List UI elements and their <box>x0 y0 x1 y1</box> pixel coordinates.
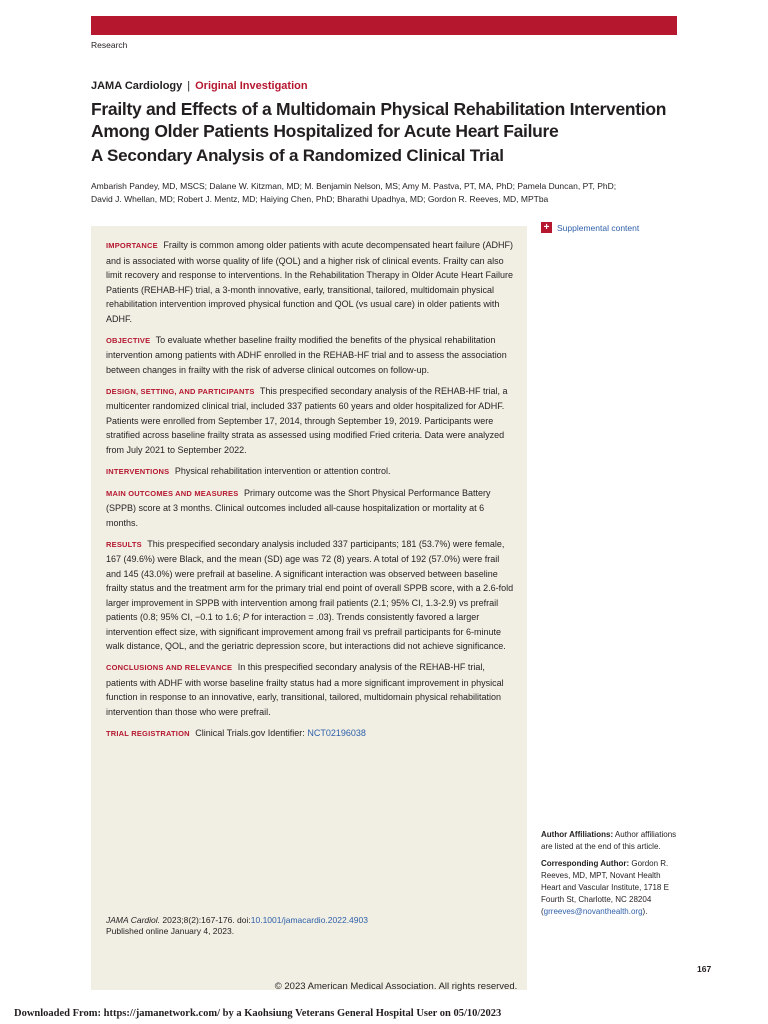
conclusions-label: CONCLUSIONS AND RELEVANCE <box>106 663 233 672</box>
corresponding-close: ). <box>642 907 648 916</box>
abstract-trial <box>106 726 514 742</box>
citation <box>106 915 368 937</box>
authors-line1: Ambarish Pandey, MD, MSCS; Dalane W. Kitzman, MD; M. Benjamin Nelson, MS; Amy M. Pastva, PT, MA, PhD; Pamela Duncan, PT, PhD; <box>91 181 617 191</box>
corresponding-label: Corresponding Author: <box>541 859 630 868</box>
journal-separator: | <box>187 80 191 92</box>
abstract-interventions <box>106 464 514 480</box>
journal-name: JAMA Cardiology <box>91 80 183 92</box>
top-color-bar <box>91 16 677 35</box>
affiliations-note <box>541 829 681 853</box>
abstract-design <box>106 384 514 458</box>
author-affiliations <box>541 829 681 923</box>
author-list <box>91 180 651 206</box>
plus-icon: + <box>541 222 552 233</box>
affiliations-label: Author Affiliations: <box>541 830 614 839</box>
results-p: P <box>242 612 249 622</box>
abstract-outcomes <box>106 486 514 531</box>
abstract-results <box>106 537 514 654</box>
interventions-text: Physical rehabilitation intervention or attention control. <box>174 465 391 476</box>
supplemental-content-label: Supplemental content <box>557 222 640 233</box>
corresponding-email-link[interactable]: grreeves@novanthealth.org <box>543 907 643 916</box>
trial-label: TRIAL REGISTRATION <box>106 728 190 738</box>
objective-text: To evaluate whether baseline frailty modified the benefits of the physical rehabilitation intervention among patients with ADHF enrolled in the REHAB-HF trial and to assess the association between changes in frailty with the risk of adverse clinical outcomes on follow-up. <box>106 334 507 375</box>
results-label: RESULTS <box>106 539 142 549</box>
download-notice: Downloaded From: https://jamanetwork.com/ by a Kaohsiung Veterans General Hospital User on 05/10/2023 <box>14 1008 502 1019</box>
abstract-conclusions <box>106 660 514 719</box>
citation-ref: 2023;8(2):167-176. doi: <box>162 915 251 925</box>
copyright-notice: © 2023 American Medical Association. All rights reserved. <box>274 981 518 992</box>
design-text: This prespecified secondary analysis of the REHAB-HF trial, a multicenter randomized clinical trial, included 337 patients 60 years and older hospitalized for ADHF. Patients were enrolled from September 17, 2014, through September 19, 2019. Participants were stratified across baseline frailty strata as assessed using modified Fried criteria. Data were analyzed from July 2021 to September 2022. <box>106 385 508 455</box>
corresponding-text: Gordon R. Reeves, MD, MPT, Novant Health Heart and Vascular Institute, 1718 E Fourth St, Charlotte, NC 28204 ( <box>541 859 669 916</box>
article-title <box>91 98 691 142</box>
corresponding-author <box>541 858 681 918</box>
outcomes-text: Primary outcome was the Short Physical Performance Battery (SPPB) score at 3 months. Clinical outcomes included all-cause hospitalization or mortality at 6 months. <box>106 487 491 528</box>
abstract-importance <box>106 238 514 326</box>
citation-journal: JAMA Cardiol. <box>106 915 161 925</box>
results-text-a: This prespecified secondary analysis included 337 participants; 181 (53.7%) were female, 167 (49.6%) were Black, and the mean (SD) age was 72 (8) years. A total of 192 (57.0%) were frail and 145 (43.0%) were prefrail at baseline. A significant interaction was observed between baseline frailty status and the treatment arm for the primary trial end point of overall SPPB score, with a 2.6-fold larger improvement in SPPB with intervention among frail patients (2.1; 95% CI, 1.3-2.9) vs prefrail patients (0.8; 95% CI, −0.1 to 1.6; <box>106 538 514 622</box>
conclusions-text: In this prespecified secondary analysis of the REHAB-HF trial, patients with ADHF with worse baseline frailty status had a more significant improvement in physical function in response to an innovative, early, transitional, tailored, multidomain physical rehabilitation intervention than those who were prefrail. <box>106 662 504 717</box>
doi-link[interactable]: 10.1001/jamacardio.2022.4903 <box>250 915 368 925</box>
importance-label: IMPORTANCE <box>106 241 158 250</box>
published-date: Published online January 4, 2023. <box>106 926 235 936</box>
article-title-line1: Frailty and Effects of a Multidomain Physical Rehabilitation Intervention <box>91 99 667 119</box>
article-title-line2: Among Older Patients Hospitalized for Acute Heart Failure <box>91 121 559 141</box>
page-number: 167 <box>697 964 712 974</box>
outcomes-label: MAIN OUTCOMES AND MEASURES <box>106 488 239 498</box>
affiliations-text: Author affiliations are listed at the end of this article. <box>541 830 677 851</box>
abstract-objective <box>106 333 514 378</box>
abstract <box>106 238 514 748</box>
importance-text: Frailty is common among older patients with acute decompensated heart failure (ADHF) and is associated with worse quality of life (QOL) and a higher risk of clinical events. Frailty can also limit recovery and response to interventions. In the Rehabilitation Therapy in Older Acute Heart Failure Patients (REHAB-HF) trial, a 3-month innovative, early, transitional, tailored, multidomain physical rehabilitation intervention improved physical function and QOL (vs usual care) in older patients with ADHF. <box>106 240 514 324</box>
section-label: Research <box>91 40 128 50</box>
results-text-b: for interaction = .03). Trends consistently favored a larger intervention effect size, with significant improvement among frail vs prefrail participants for 6-minute walk distance, QOL, and the geriatric depression score, but interactions did not achieve significance. <box>106 612 506 651</box>
article-type: Original Investigation <box>195 80 308 92</box>
supplemental-content-link[interactable] <box>541 222 639 233</box>
trial-id-link[interactable]: NCT02196038 <box>307 727 366 738</box>
objective-label: OBJECTIVE <box>106 335 151 345</box>
interventions-label: INTERVENTIONS <box>106 466 170 476</box>
design-label: DESIGN, SETTING, AND PARTICIPANTS <box>106 386 255 396</box>
trial-text: Clinical Trials.gov Identifier: <box>195 727 305 738</box>
journal-line <box>91 80 308 92</box>
article-subtitle: A Secondary Analysis of a Randomized Clinical Trial <box>91 146 504 165</box>
authors-line2: David J. Whellan, MD; Robert J. Mentz, MD; Haiying Chen, PhD; Bharathi Upadhya, MD; Gordon R. Reeves, MD, MPTba <box>91 194 549 204</box>
